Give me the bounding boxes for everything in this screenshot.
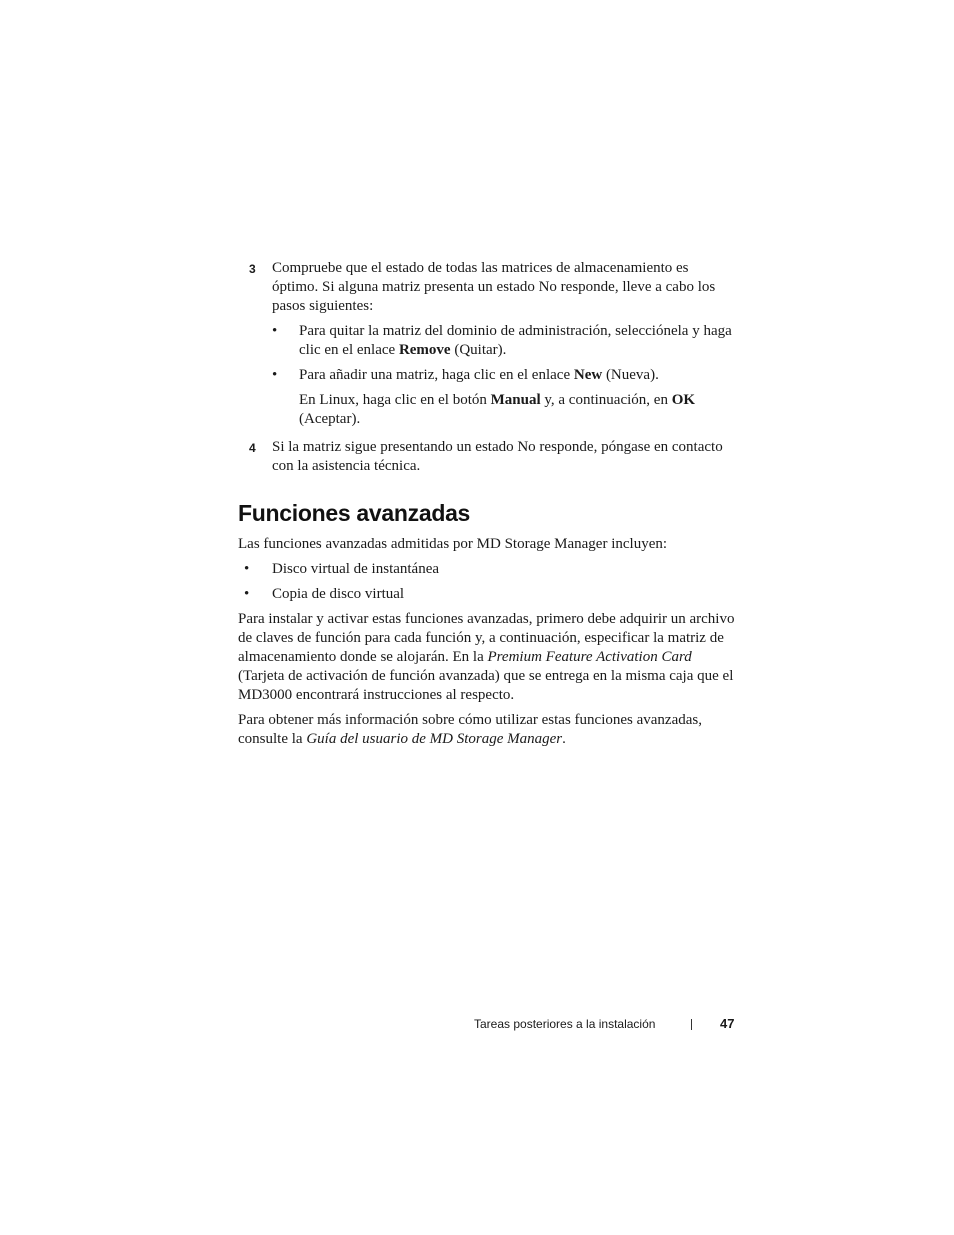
section-intro: Las funciones avanzadas admitidas por MD Storage Manager incluyen: [238, 536, 668, 552]
bullet-text: Para quitar la matriz del dominio de administración, selecciónela y haga clic en el enlace [299, 323, 732, 358]
note-text: En Linux, haga clic en el botón [299, 392, 491, 408]
bullet-text-end: (Quitar). [450, 342, 507, 358]
footer-chapter-title: Tareas posteriores a la instalación [474, 1017, 656, 1031]
step-text: Compruebe que el estado de todas las matrices de almacenamiento es óptimo. Si alguna matriz presenta un estado No responde, lleve a cabo los pasos siguientes: [272, 260, 716, 314]
list-item [272, 322, 738, 360]
paragraph-text: Para obtener más información sobre cómo utilizar estas funciones avanzadas, consulte la [238, 712, 702, 747]
step-4 [238, 438, 738, 476]
bullet-icon: • [272, 323, 278, 339]
footer-divider [691, 1019, 692, 1030]
linux-note [272, 391, 738, 429]
note-text-middle: y, a continuación, en [540, 392, 672, 408]
list-item [272, 366, 738, 385]
list-item [238, 585, 738, 604]
bullet-text-end: (Nueva). [602, 367, 659, 383]
step-number: 4 [249, 441, 256, 455]
step-number: 3 [249, 262, 256, 276]
more-info-paragraph [238, 711, 738, 749]
step-text: Si la matriz sigue presentando un estado No responde, póngase en contacto con la asistencia técnica. [272, 439, 723, 474]
list-item [238, 560, 738, 579]
feature-text: Disco virtual de instantánea [272, 561, 440, 577]
manual-button-label: Manual [490, 392, 541, 408]
feature-list [238, 560, 738, 604]
paragraph-text-end: . [562, 731, 566, 747]
step-3 [238, 259, 738, 429]
bullet-icon: • [272, 367, 278, 383]
card-title: Premium Feature Activation Card [487, 649, 692, 665]
page-number: 47 [720, 1016, 735, 1031]
bullet-icon: • [244, 586, 250, 602]
section-heading: Funciones avanzadas [238, 500, 471, 526]
new-link-label: New [573, 367, 603, 383]
paragraph-text-end: (Tarjeta de activación de función avanzada) que se entrega en la misma caja que el MD3000 encontrará instrucciones al respecto. [238, 668, 734, 703]
page-content [238, 259, 738, 749]
ok-button-label: OK [671, 392, 696, 408]
paragraph-text: Para instalar y activar estas funciones avanzadas, primero debe adquirir un archivo de claves de función para cada función y, a continuación, especificar la matriz de almacenamiento donde se alojarán. En la [238, 611, 735, 665]
feature-text: Copia de disco virtual [272, 586, 405, 602]
note-text-end: (Aceptar). [299, 411, 361, 427]
remove-link-label: Remove [398, 342, 451, 358]
step-3-bullet-list [272, 322, 738, 385]
install-paragraph [238, 610, 738, 705]
bullet-icon: • [244, 561, 250, 577]
bullet-text: Para añadir una matriz, haga clic en el enlace [299, 367, 574, 383]
guide-title: Guía del usuario de MD Storage Manager [306, 731, 563, 747]
